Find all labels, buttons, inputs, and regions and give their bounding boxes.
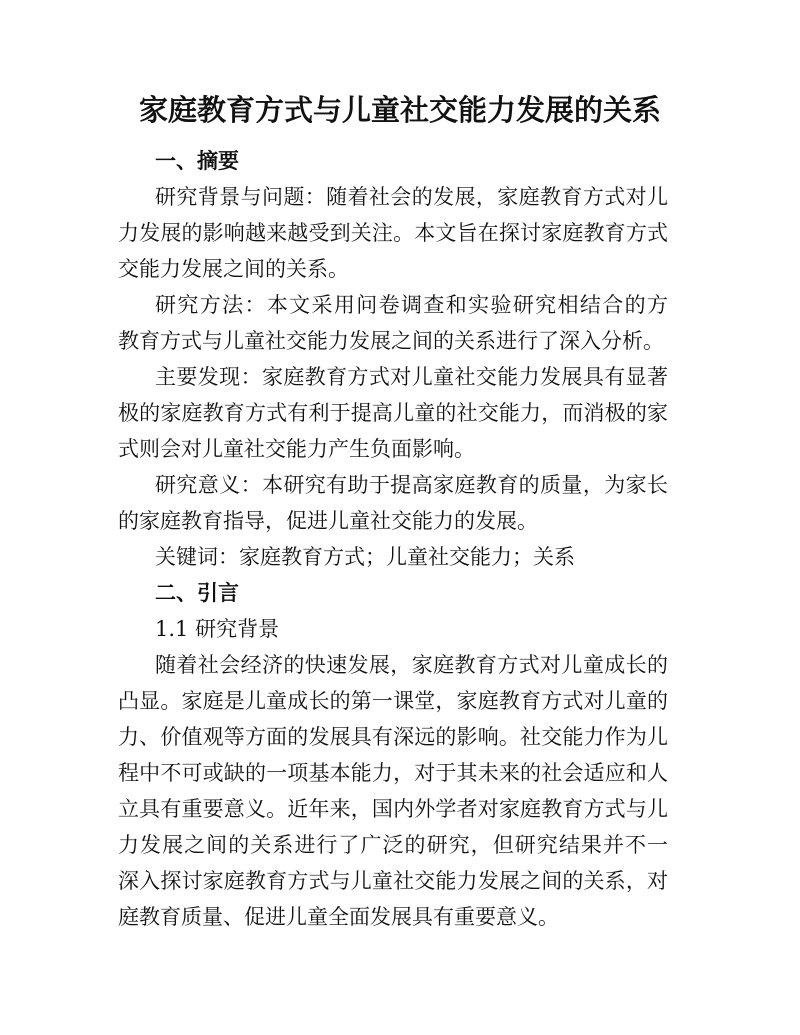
paragraph-line: 教育方式与儿童社交能力发展之间的关系进行了深入分析。	[118, 329, 664, 353]
subsection-heading: 1.1 研究背景	[155, 617, 280, 641]
paragraph-line: 主要发现：家庭教育方式对儿童社交能力发展具有显著	[155, 365, 668, 389]
paragraph-line: 的家庭教育指导，促进儿童社交能力的发展。	[118, 509, 538, 533]
paragraph	[118, 647, 668, 935]
document-title: 家庭教育方式与儿童社交能力发展的关系	[138, 93, 661, 127]
paragraph-line: 交能力发展之间的关系。	[118, 257, 349, 281]
paragraph-line: 立具有重要意义。近年来，国内外学者对家庭教育方式与儿	[118, 797, 668, 821]
paragraph	[118, 179, 668, 287]
abstract-heading: 一、摘要	[155, 149, 239, 173]
paragraph-line: 随着社会经济的快速发展，家庭教育方式对儿童成长的	[155, 653, 668, 677]
paragraph-line: 力发展的影响越来越受到关注。本文旨在探讨家庭教育方式	[118, 221, 668, 245]
paragraph-line: 极的家庭教育方式有利于提高儿童的社交能力，而消极的家	[118, 401, 668, 425]
intro-heading: 二、引言	[155, 581, 239, 605]
keywords: 关键词：家庭教育方式；儿童社交能力；关系	[155, 545, 575, 569]
paragraph-line: 深入探讨家庭教育方式与儿童社交能力发展之间的关系，对	[118, 869, 668, 893]
paragraph	[118, 287, 668, 359]
paragraph-line: 研究意义：本研究有助于提高家庭教育的质量，为家长	[155, 473, 668, 497]
paragraph	[118, 467, 668, 539]
paragraph-line: 凸显。家庭是儿童成长的第一课堂，家庭教育方式对儿童的	[118, 689, 668, 713]
paragraph-line: 研究方法：本文采用问卷调查和实验研究相结合的方	[155, 293, 668, 317]
paragraph-line: 式则会对儿童社交能力产生负面影响。	[118, 437, 475, 461]
document-body	[118, 143, 668, 935]
paragraph-line: 力发展之间的关系进行了广泛的研究，但研究结果并不一	[118, 833, 668, 857]
paragraph-line: 研究背景与问题：随着社会的发展，家庭教育方式对儿	[155, 185, 668, 209]
paragraph	[118, 359, 668, 467]
paragraph-line: 庭教育质量、促进儿童全面发展具有重要意义。	[118, 905, 559, 929]
background-section	[118, 647, 668, 935]
paragraph-line: 力、价值观等方面的发展具有深远的影响。社交能力作为儿	[118, 725, 668, 749]
paragraph-line: 程中不可或缺的一项基本能力，对于其未来的社会适应和人	[118, 761, 668, 785]
abstract-section	[118, 179, 668, 539]
